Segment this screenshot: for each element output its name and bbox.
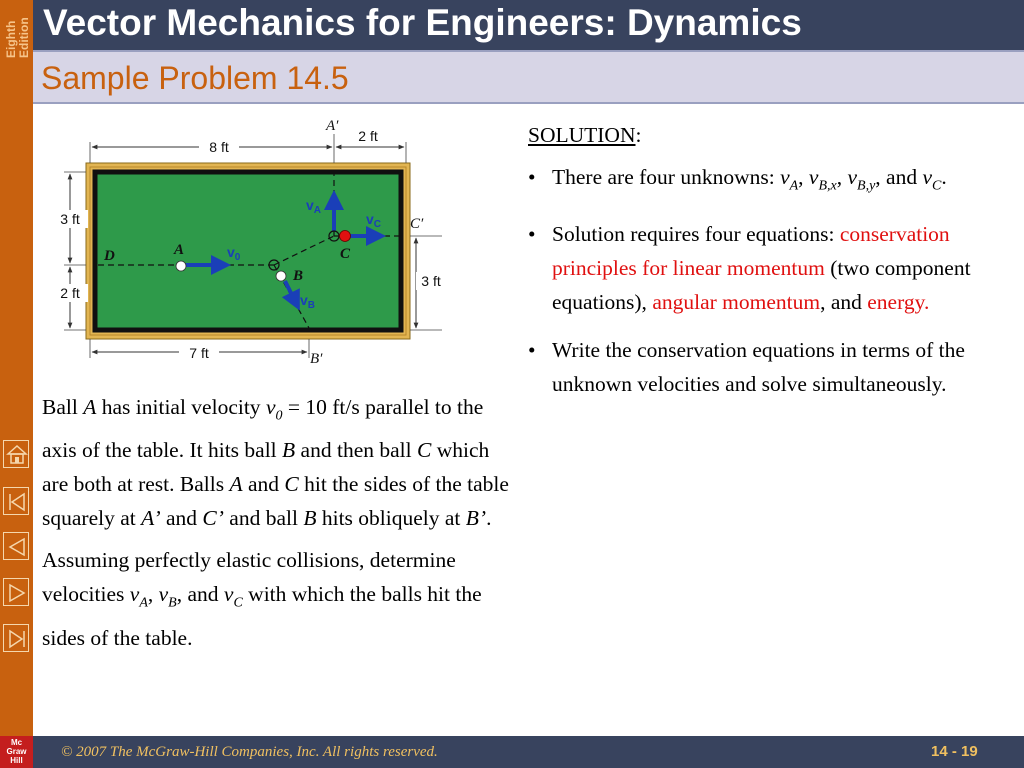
dim-label-3ft-right: 3 ft — [421, 273, 441, 289]
emphasis-energy: energy. — [867, 290, 930, 315]
emphasis-linear-momentum: conservation principles for linear momentum — [552, 222, 950, 281]
title-bar — [33, 0, 1024, 50]
label-v0: $v_0$ — [227, 244, 241, 263]
dim-label-8ft: 8 ft — [209, 139, 229, 155]
label-c: C — [340, 246, 351, 262]
ball-b — [276, 271, 286, 281]
dim-label-2ft-top: 2 ft — [358, 128, 378, 144]
page-number: 14 - 19 — [931, 743, 978, 760]
table-felt — [95, 172, 401, 330]
first-slide-icon — [4, 488, 30, 516]
problem-paragraph-1: Ball A has initial velocity $v_0 = 10$ ft/s parallel to the axis of the table. It hits ball B and then ball C which are both at rest. Balls A and C hit the sides of the table squarely at A’ and C’ and ball B hits obliquely at B’. — [42, 395, 509, 531]
mcgraw-hill-logo — [0, 736, 33, 768]
home-button[interactable] — [3, 440, 29, 468]
ball-a — [176, 261, 186, 271]
dim-label-7ft: 7 ft — [189, 345, 209, 361]
edition-label — [2, 2, 31, 60]
copyright-text: © 2007 The McGraw-Hill Companies, Inc. All rights reserved. — [61, 744, 438, 760]
solution-bullet-3: • Write the conservation equations in terms of the unknown velocities and solve simultaneously. — [528, 333, 1018, 401]
logo-line: Mc — [10, 738, 23, 747]
solution-heading: SOLUTION: — [528, 123, 642, 147]
problem-title: Sample Problem 14.5 — [41, 60, 349, 96]
emphasis-angular-momentum: angular momentum — [652, 290, 821, 315]
ball-c — [340, 231, 351, 242]
footer-bar — [33, 736, 1024, 768]
problem-paragraph-2: Assuming perfectly elastic collisions, determine velocities $v_A$, $v_B$, and $v_C$ with which the balls hit the sides of the table. — [42, 548, 482, 650]
dim-label-3ft-left: 3 ft — [60, 211, 80, 227]
label-a: A — [174, 242, 185, 258]
billiard-table-diagram — [44, 112, 446, 374]
next-slide-button[interactable] — [3, 578, 29, 606]
label-b-prime: B′ — [310, 351, 323, 367]
home-icon — [4, 441, 30, 469]
last-slide-button[interactable] — [3, 624, 29, 652]
slide-title: Vector Mechanics for Engineers: Dynamics — [43, 2, 802, 43]
label-vb: $v_B$ — [300, 292, 316, 311]
label-c-prime: C′ — [410, 216, 424, 232]
label-vc: $v_C$ — [366, 211, 382, 230]
subtitle-bar — [33, 50, 1024, 104]
label-b: B — [293, 268, 304, 284]
previous-slide-button[interactable] — [3, 532, 29, 560]
logo-line: Hill — [10, 756, 23, 765]
problem-statement — [42, 390, 512, 663]
solution-panel — [528, 118, 1018, 415]
previous-slide-icon — [4, 533, 30, 561]
last-slide-icon — [4, 625, 30, 653]
label-va: $v_A$ — [306, 197, 322, 216]
first-slide-button[interactable] — [3, 487, 29, 515]
solution-bullet-1: • There are four unknowns: $v_A$, $v_{B,x}$, $v_{B,y}$, and $v_C$. — [528, 160, 1018, 203]
solution-bullets — [528, 160, 1018, 401]
edition-line1: Eighth — [4, 20, 18, 58]
next-slide-icon — [4, 579, 30, 607]
label-a-prime: A′ — [326, 118, 339, 134]
label-d: D — [104, 248, 115, 264]
solution-bullet-2: • Solution requires four equations: conservation principles for linear momentum (two component equations), angular momentum, and energy. — [528, 217, 1018, 319]
dim-label-2ft-left: 2 ft — [60, 285, 80, 301]
left-sidebar — [0, 0, 33, 768]
logo-line: Graw — [6, 747, 27, 756]
edition-line2: Edition — [17, 17, 31, 58]
